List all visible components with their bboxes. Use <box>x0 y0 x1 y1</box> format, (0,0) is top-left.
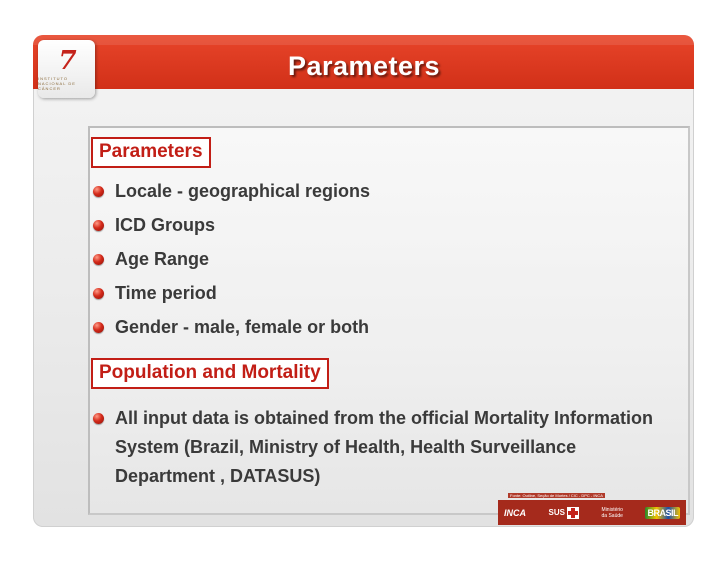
bullet-text: ICD Groups <box>115 215 216 235</box>
bullet-icon <box>93 322 104 333</box>
sus-logo <box>549 507 579 519</box>
sus-text: SUS <box>548 508 565 517</box>
footer-caption: Fonte: Outline, Seção de Mortes / CIC - DPC - INCA <box>510 493 603 498</box>
list-item <box>93 310 370 344</box>
bullet-icon <box>93 220 104 231</box>
logo-caption: INSTITUTO NACIONAL DE CÂNCER <box>38 75 76 91</box>
title-bar-sheen <box>33 35 694 45</box>
bullet-text: All input data is obtained from the official Mortality Information System (Brazil, Ministry of Health, Health Surveillance Department , DATASUS) <box>115 408 654 486</box>
parameters-list <box>93 174 370 344</box>
bullet-text: Gender - male, female or both <box>115 317 370 337</box>
footer-logo-bar <box>498 500 686 525</box>
ministry-line-2: da Saúde <box>601 512 623 519</box>
list-item <box>93 404 655 491</box>
bullet-icon <box>93 288 104 299</box>
bullet-text: Age Range <box>115 249 210 269</box>
population-list <box>93 404 655 491</box>
ministry-logo <box>602 507 623 519</box>
cross-icon <box>567 507 579 519</box>
bullet-icon <box>93 413 104 424</box>
bullet-text: Locale - geographical regions <box>115 181 371 201</box>
logo-mark: 7 <box>58 45 75 76</box>
section-label-parameters: Parameters <box>91 137 211 168</box>
list-item <box>93 276 370 310</box>
brasil-logo: BRASIL <box>647 507 678 518</box>
bullet-text: Time period <box>115 283 217 303</box>
bullet-icon <box>93 254 104 265</box>
section-label-population-mortality: Population and Mortality <box>91 358 329 389</box>
inca-logo: INCA <box>504 507 526 518</box>
bullet-icon <box>93 186 104 197</box>
list-item <box>93 242 370 276</box>
list-item <box>93 174 370 208</box>
list-item <box>93 208 370 242</box>
slide-title: Parameters <box>287 51 441 81</box>
ministry-line-1: Ministério <box>601 506 623 513</box>
